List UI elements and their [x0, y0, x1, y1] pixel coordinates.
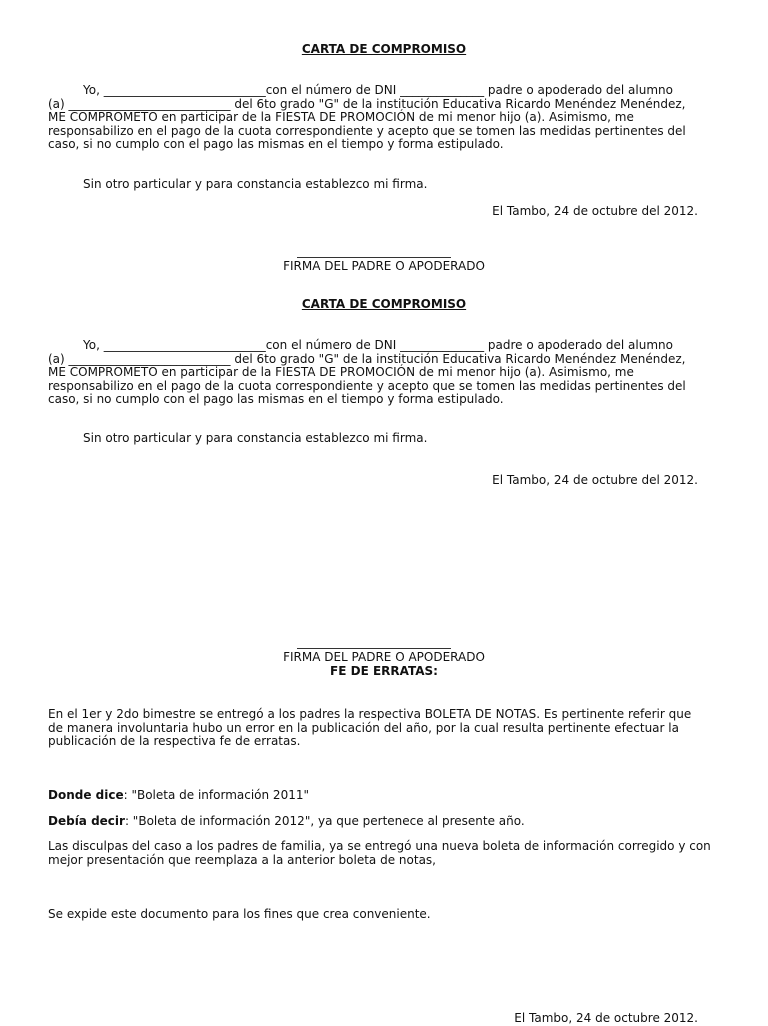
donde-dice-label: Donde dice [48, 788, 124, 802]
letter2-line: ME COMPROMETO en participar de la FIESTA DE PROMOCIÓN de mi menor hijo (a). Asimismo, me [48, 365, 634, 379]
errata-apology-line: mejor presentación que reemplaza a la anterior boleta de notas, [48, 852, 436, 867]
errata-intro-line: publicación de la respectiva fe de erratas. [48, 734, 301, 748]
letter2-line: caso, si no cumplo con el pago las mismas en el tiempo y forma estipulado. [48, 392, 504, 406]
errata-donde-dice [48, 789, 728, 803]
letter1-line: Yo, ___________________________con el número de DNI ______________ padre o apoderado del alumno [83, 83, 673, 97]
donde-dice-text: : "Boleta de información 2011" [123, 788, 309, 802]
debia-decir-text: : "Boleta de información 2012", ya que pertenece al presente año. [124, 814, 525, 828]
letter1-line: responsabilizo en el pago de la cuota correspondiente y acepto que se tomen las medidas pertinentes del [48, 123, 686, 138]
letter1-signature-line [297, 257, 451, 258]
letter1-body [48, 84, 728, 152]
letter1-date: El Tambo, 24 de octubre del 2012. [492, 204, 698, 218]
letter2-line: Yo, ___________________________con el número de DNI ______________ padre o apoderado del alumno [83, 338, 673, 352]
errata-apology [48, 840, 728, 867]
letter1-signature-label: FIRMA DEL PADRE O APODERADO [283, 259, 485, 273]
letter1-title: CARTA DE COMPROMISO [301, 42, 467, 56]
errata-expide: Se expide este documento para los fines que crea conveniente. [48, 907, 431, 921]
errata-intro-line: de manera involuntaria hubo un error en la publicación del año, por la cual resulta pertinente efectuar la [48, 720, 679, 735]
letter2-signature-label: FIRMA DEL PADRE O APODERADO [283, 650, 485, 664]
letter2-closing: Sin otro particular y para constancia establezco mi firma. [83, 431, 428, 445]
letter1-line: (a) ___________________________ del 6to grado "G" de la institución Educativa Ricardo Menéndez Menéndez, [48, 96, 686, 111]
letter1-line: caso, si no cumplo con el pago las mismas en el tiempo y forma estipulado. [48, 137, 504, 151]
errata-intro [48, 708, 728, 749]
errata-debia-decir [48, 815, 728, 829]
debia-decir-label: Debía decir [48, 814, 125, 828]
letter2-title: CARTA DE COMPROMISO [301, 297, 467, 311]
letter2-signature-line [297, 648, 451, 649]
errata-apology-line: Las disculpas del caso a los padres de familia, ya se entregó una nueva boleta de información corregido y con [48, 839, 711, 853]
letter2-line: responsabilizo en el pago de la cuota correspondiente y acepto que se tomen las medidas pertinentes del [48, 378, 686, 393]
letter1-line: ME COMPROMETO en participar de la FIESTA DE PROMOCIÓN de mi menor hijo (a). Asimismo, me [48, 110, 634, 124]
errata-date: El Tambo, 24 de octubre 2012. [514, 1011, 698, 1025]
letter2-body [48, 339, 728, 407]
letter1-closing: Sin otro particular y para constancia establezco mi firma. [83, 177, 428, 191]
errata-title: FE DE ERRATAS: [330, 664, 438, 678]
letter2-date: El Tambo, 24 de octubre del 2012. [492, 473, 698, 487]
errata-intro-line: En el 1er y 2do bimestre se entregó a los padres la respectiva BOLETA DE NOTAS. Es pertinente referir que [48, 707, 692, 721]
letter2-line: (a) ___________________________ del 6to grado "G" de la institución Educativa Ricardo Menéndez Menéndez, [48, 351, 686, 366]
